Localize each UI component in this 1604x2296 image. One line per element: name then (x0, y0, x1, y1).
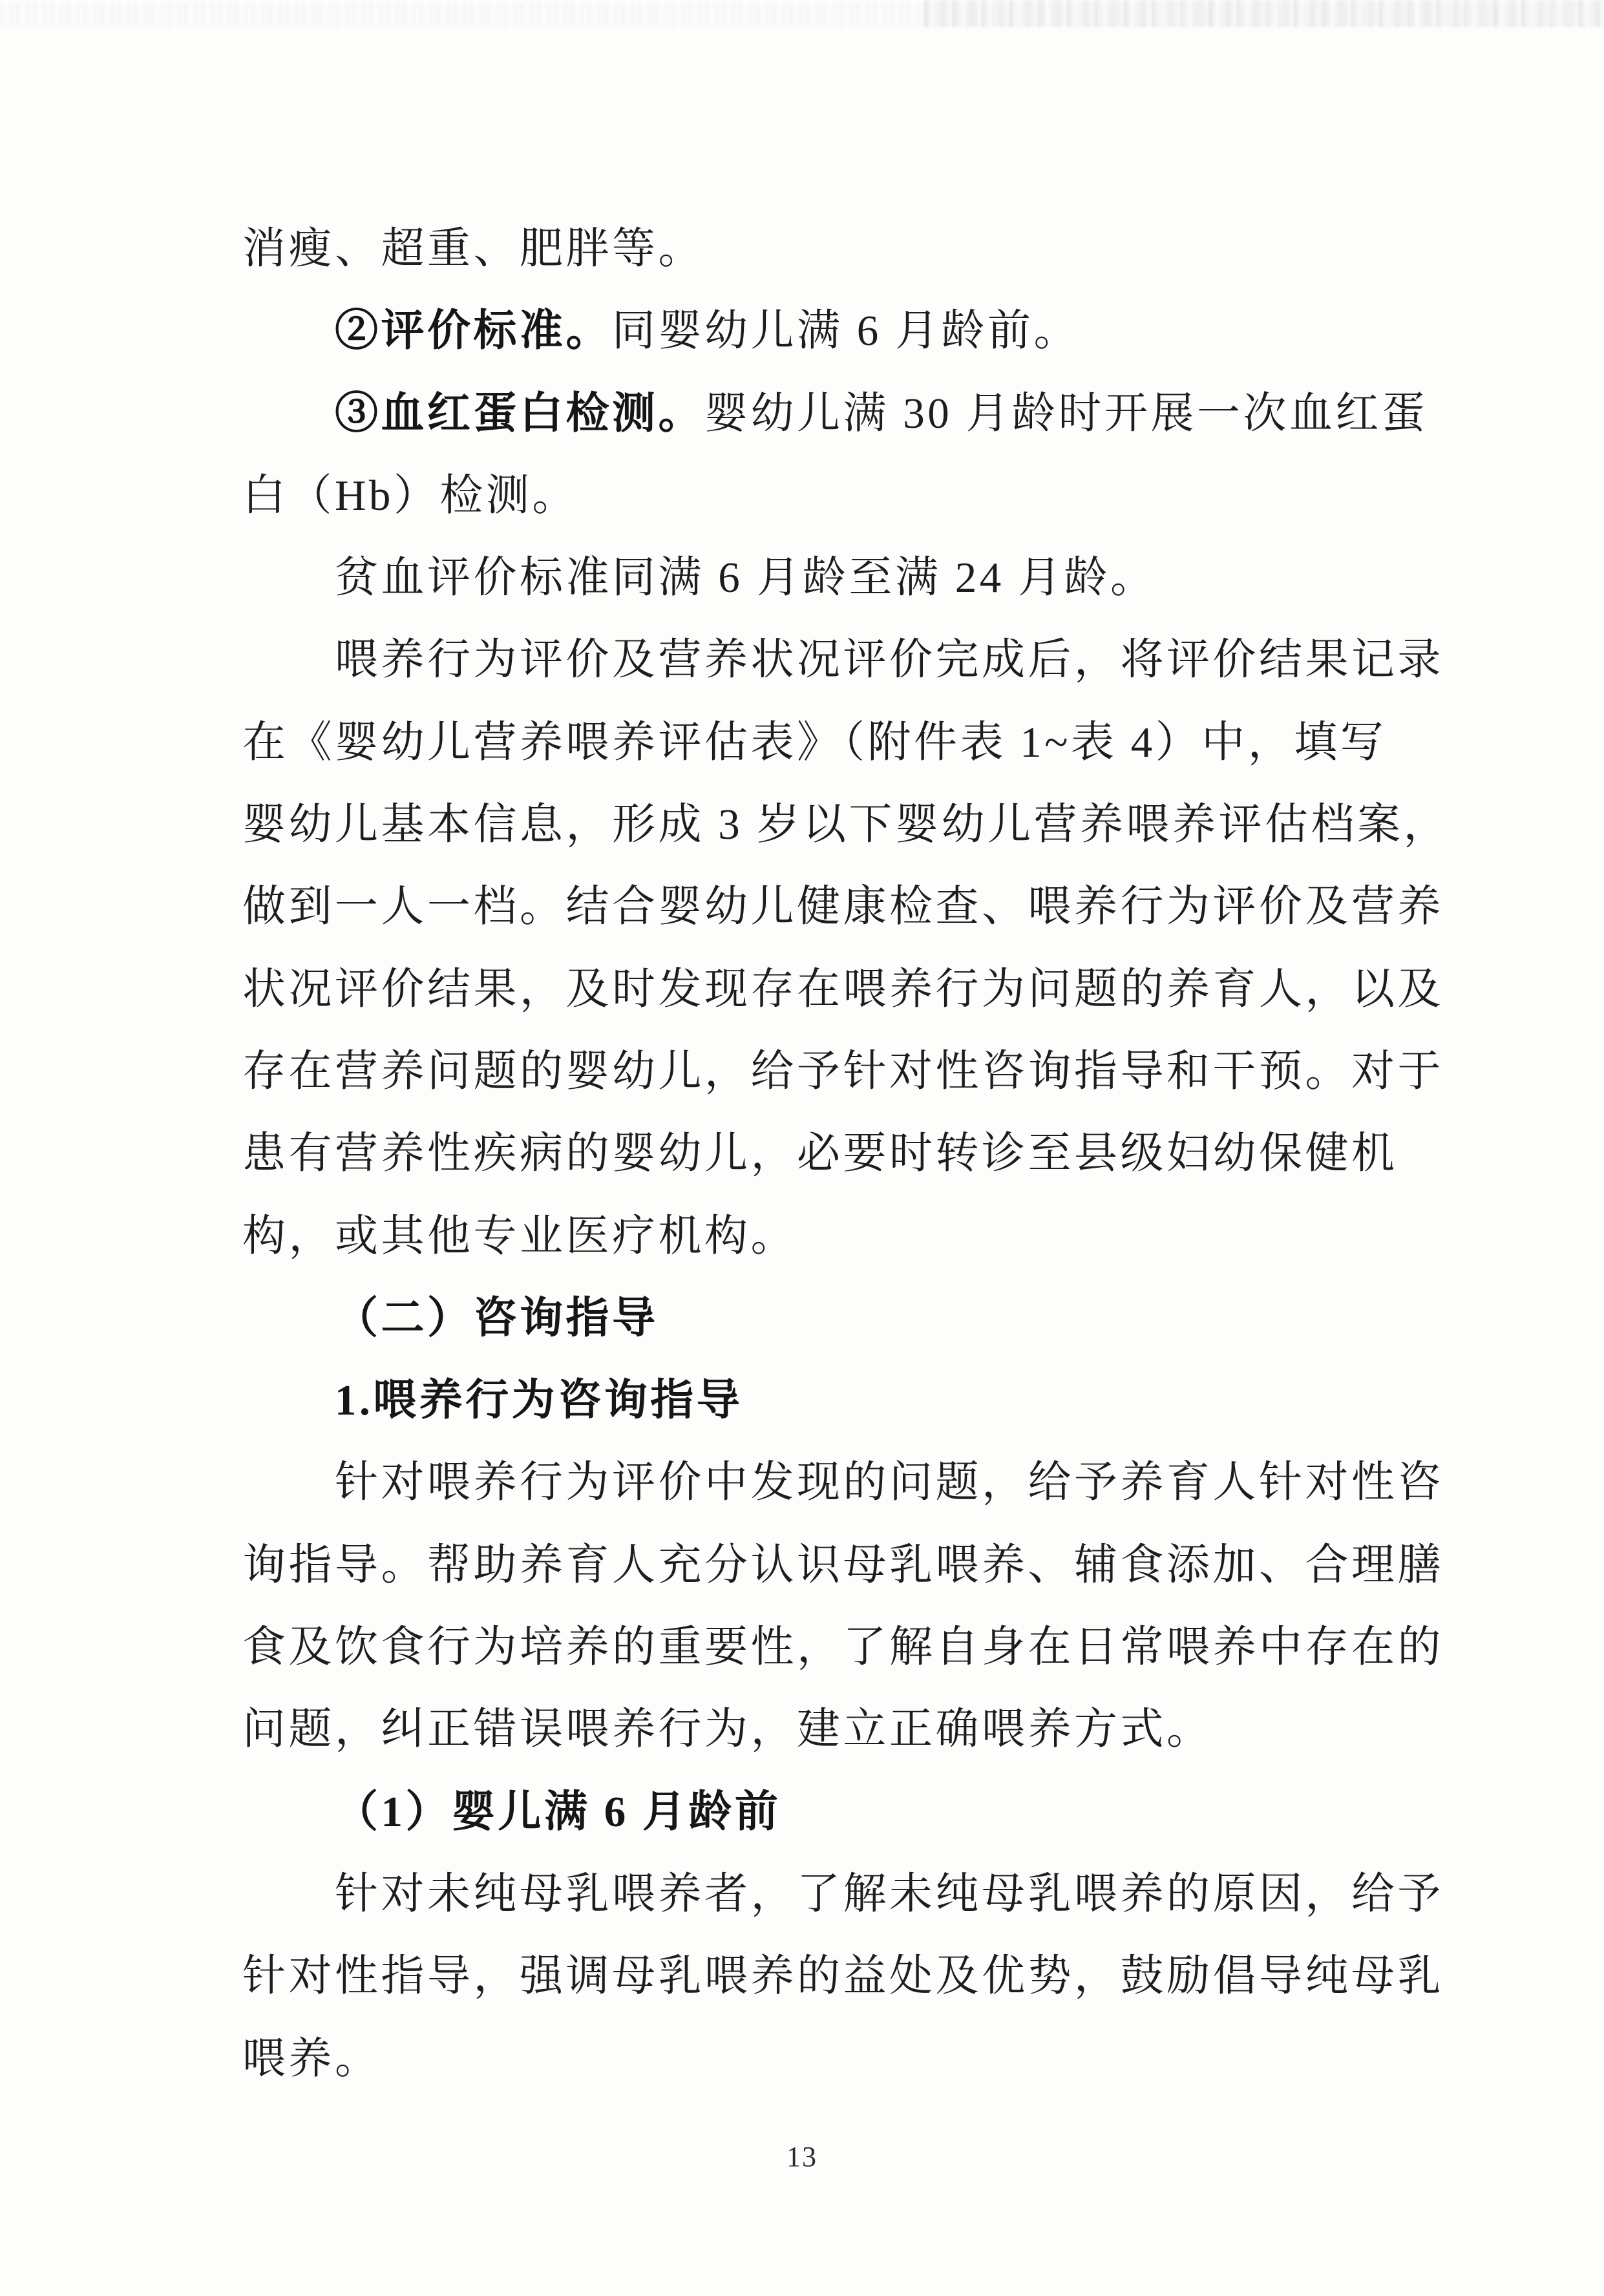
text-line (242, 1113, 1398, 1195)
heading-segment: ②评价标准。 (335, 307, 612, 355)
text-line (242, 1278, 1360, 1360)
text-line (242, 373, 1428, 455)
text-line (242, 784, 1450, 866)
text-segment: 贫血评价标准同满 6 月龄至满 24 月龄。 (335, 554, 1157, 602)
text-line (242, 1360, 1360, 1442)
text-line (242, 866, 1444, 948)
text-line (242, 1442, 1444, 1524)
text-line (242, 949, 1444, 1031)
text-segment: 婴幼儿基本信息，形成 3 岁以下婴幼儿营养喂养评估档案， (242, 801, 1450, 849)
text-line (242, 1853, 1444, 1935)
text-segment: 针对未纯母乳喂养者，了解未纯母乳喂养的原因，给予 (335, 1869, 1444, 1918)
text-segment: 做到一人一档。结合婴幼儿健康检查、喂养行为评价及营养 (242, 883, 1444, 931)
text-segment: 针对喂养行为评价中发现的问题，给予养育人针对性咨 (335, 1459, 1444, 1507)
text-line (242, 537, 1360, 619)
scan-artifact (924, 0, 1604, 27)
text-line (242, 1606, 1444, 1689)
text-segment: 同婴幼儿满 6 月龄前。 (612, 307, 1080, 355)
text-line (242, 1771, 1360, 1853)
heading-segment: （1）婴儿满 6 月龄前 (335, 1787, 781, 1836)
text-segment: 喂养行为评价及营养状况评价完成后，将评价结果记录 (335, 636, 1444, 684)
text-line (242, 619, 1444, 701)
text-line (242, 290, 1360, 372)
text-segment: 患有营养性疾病的婴幼儿，必要时转诊至县级妇幼保健机 (242, 1130, 1398, 1178)
text-segment: 食及饮食行为培养的重要性，了解自身在日常喂养中存在的 (242, 1623, 1444, 1672)
text-segment: 针对性指导，强调母乳喂养的益处及优势，鼓励倡导纯母乳 (242, 1952, 1444, 2001)
text-segment: 在《婴幼儿营养喂养评估表》（附件表 1~表 4）中，填写 (242, 718, 1387, 766)
text-segment: 婴幼儿满 30 月龄时开展一次血红蛋 (704, 389, 1428, 437)
text-segment: 白（Hb）检测。 (242, 471, 578, 520)
text-segment: 构，或其他专业医疗机构。 (242, 1212, 797, 1260)
text-line (242, 455, 1360, 537)
text-segment: 消瘦、超重、肥胖等。 (242, 225, 704, 273)
page-number: 13 (786, 2141, 818, 2173)
text-segment: 问题，纠正错误喂养行为，建立正确喂养方式。 (242, 1705, 1213, 1754)
text-line (242, 1031, 1444, 1113)
text-line (242, 2018, 1360, 2100)
heading-segment: 1.喂养行为咨询指导 (335, 1376, 743, 1425)
text-line (242, 1195, 1360, 1278)
document-body (242, 208, 1450, 2100)
heading-segment: ③血红蛋白检测。 (335, 389, 704, 437)
text-segment: 存在营养问题的婴幼儿，给予针对性咨询指导和干预。对于 (242, 1047, 1444, 1095)
text-segment: 询指导。帮助养育人充分认识母乳喂养、辅食添加、合理膳 (242, 1541, 1444, 1589)
heading-segment: （二）咨询指导 (335, 1294, 659, 1342)
text-segment: 状况评价结果，及时发现存在喂养行为问题的养育人，以及 (242, 965, 1444, 1013)
text-line (242, 702, 1387, 784)
text-line (242, 208, 1360, 290)
text-line (242, 1935, 1444, 2017)
text-line (242, 1689, 1360, 1771)
text-line (242, 1524, 1444, 1606)
text-segment: 喂养。 (242, 2034, 381, 2083)
